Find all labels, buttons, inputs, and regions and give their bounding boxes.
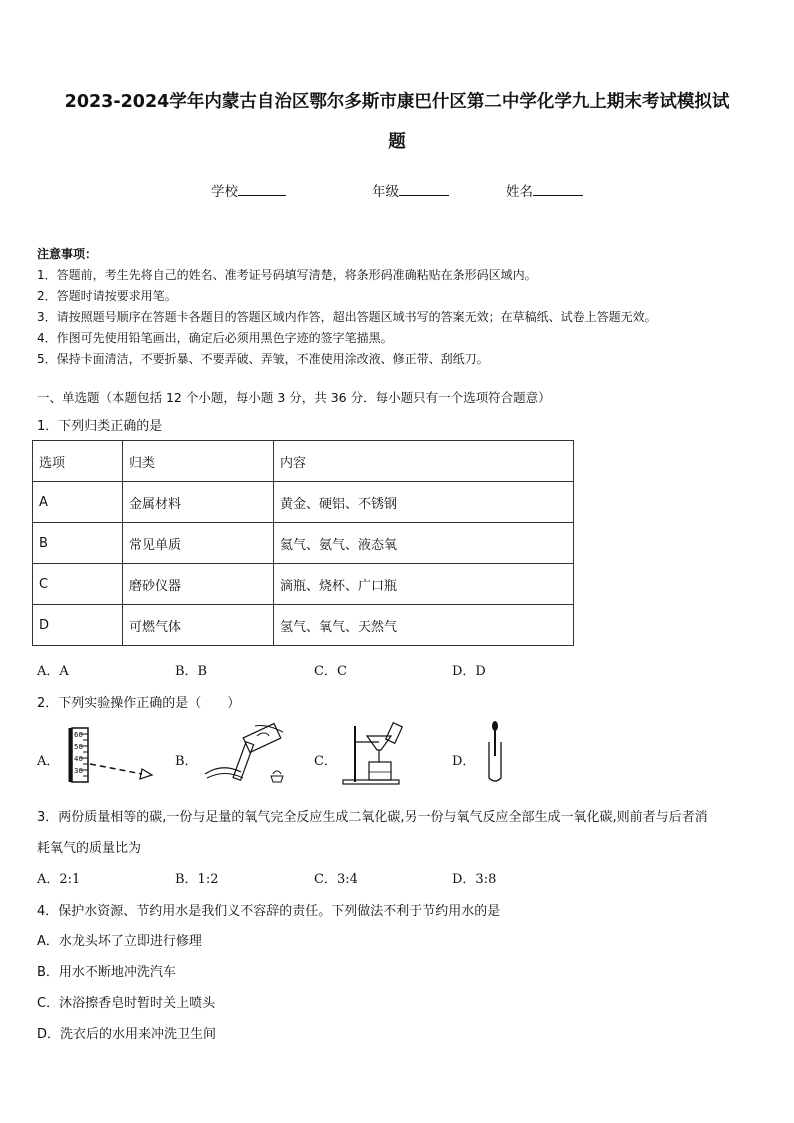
q1-option-c: C．C: [314, 664, 347, 679]
q3-option-d: D．3:8: [452, 872, 497, 887]
name-label: 姓名: [506, 184, 533, 200]
name-field: [506, 180, 583, 200]
grade-label: 年级: [372, 184, 399, 200]
table-cell: 可燃气体: [123, 605, 274, 646]
classification-table: [32, 440, 574, 646]
cylinder-tick-label: 30: [74, 767, 83, 775]
pouring-liquid-figure: [195, 722, 295, 786]
note-item: 5．保持卡面清洁，不要折暴、不要弄破、弄皱，不准使用涂改液、修正带、刮纸刀。: [37, 352, 489, 366]
note-item: 3．请按照题号顺序在答题卡各题目的答题区域内作答，超出答题区域书写的答案无效；在草稿纸、试卷上答题无效。: [37, 310, 657, 324]
cylinder-tick-label: 50: [74, 743, 83, 751]
table-header-cell: 归类: [123, 441, 274, 482]
q4-option-d: D．洗衣后的水用来冲洗卫生间: [37, 1027, 217, 1042]
table-header-cell: 内容: [274, 441, 574, 482]
note-item: 4．作图可先使用铅笔画出，确定后必须用黑色字迹的签字笔描黑。: [37, 331, 393, 345]
dropper-test-tube-figure: [480, 720, 520, 786]
question-4-stem: 4．保护水资源、节约用水是我们义不容辞的责任。下列做法不利于节约用水的是: [37, 904, 501, 919]
table-row: [33, 523, 574, 564]
table-cell: A: [33, 482, 123, 523]
q2-option-b: B．: [175, 754, 198, 769]
table-cell: 氦气、氨气、液态氧: [274, 523, 574, 564]
table-row: [33, 482, 574, 523]
q3-option-a: A．2:1: [37, 872, 81, 887]
table-header-cell: 选项: [33, 441, 123, 482]
table-cell: B: [33, 523, 123, 564]
school-field: [211, 180, 286, 200]
table-row: [33, 564, 574, 605]
question-3-stem: 3．两份质量相等的碳,一份与足量的氧气完全反应生成二氧化碳,另一份与氧气反应全部生成一氧化碳,则前者与后者消: [37, 810, 708, 825]
q4-option-b: B．用水不断地冲洗汽车: [37, 965, 176, 980]
q4-option-a: A．水龙头坏了立即进行修理: [37, 934, 202, 949]
notes-block: [37, 244, 767, 370]
q2-option-c: C．: [314, 754, 337, 769]
table-cell: 滴瓶、烧杯、广口瓶: [274, 564, 574, 605]
table-header-row: [33, 441, 574, 482]
grade-blank: [399, 181, 449, 196]
section-heading: 一、单选题（本题包括 12 个小题，每小题 3 分，共 36 分．每小题只有一个选项符合题意）: [37, 390, 551, 405]
graduated-cylinder-figure: [60, 724, 160, 786]
q2-option-d: D．: [452, 754, 476, 769]
table-cell: 金属材料: [123, 482, 274, 523]
school-blank: [238, 181, 286, 196]
table-cell: D: [33, 605, 123, 646]
question-2-stem: 2．下列实验操作正确的是（ ）: [37, 696, 241, 711]
q1-option-a: A．A: [37, 664, 69, 679]
grade-field: [372, 180, 449, 200]
table-cell: 常见单质: [123, 523, 274, 564]
question-3-stem-continued: 耗氧气的质量比为: [37, 841, 142, 856]
table-cell: C: [33, 564, 123, 605]
q3-option-b: B．1:2: [175, 872, 219, 887]
filtration-figure: [333, 722, 423, 786]
q1-option-b: B．B: [175, 664, 208, 679]
notes-heading: 注意事项：: [37, 247, 98, 261]
q3-option-c: C．3:4: [314, 872, 358, 887]
q1-option-d: D．D: [452, 664, 486, 679]
q4-option-c: C．沐浴擦香皂时暂时关上喷头: [37, 996, 216, 1011]
table-cell: 黄金、硬铝、不锈钢: [274, 482, 574, 523]
name-blank: [533, 181, 583, 196]
note-item: 2．答题时请按要求用笔。: [37, 289, 177, 303]
table-row: [33, 605, 574, 646]
page-title: 2023-2024学年内蒙古自治区鄂尔多斯市康巴什区第二中学化学九上期末考试模拟试: [64, 92, 730, 112]
cylinder-tick-label: 60: [74, 731, 83, 739]
cylinder-tick-label: 40: [74, 755, 83, 763]
q2-option-a: A．: [37, 754, 60, 769]
question-1-stem: 1．下列归类正确的是: [37, 419, 163, 434]
note-item: 1．答题前，考生先将自己的姓名、准考证号码填写清楚，将条形码准确粘贴在条形码区域内。: [37, 268, 537, 282]
table-cell: 氢气、氧气、天然气: [274, 605, 574, 646]
page-title-continued: 题: [388, 132, 406, 152]
school-label: 学校: [211, 184, 238, 200]
table-cell: 磨砂仪器: [123, 564, 274, 605]
